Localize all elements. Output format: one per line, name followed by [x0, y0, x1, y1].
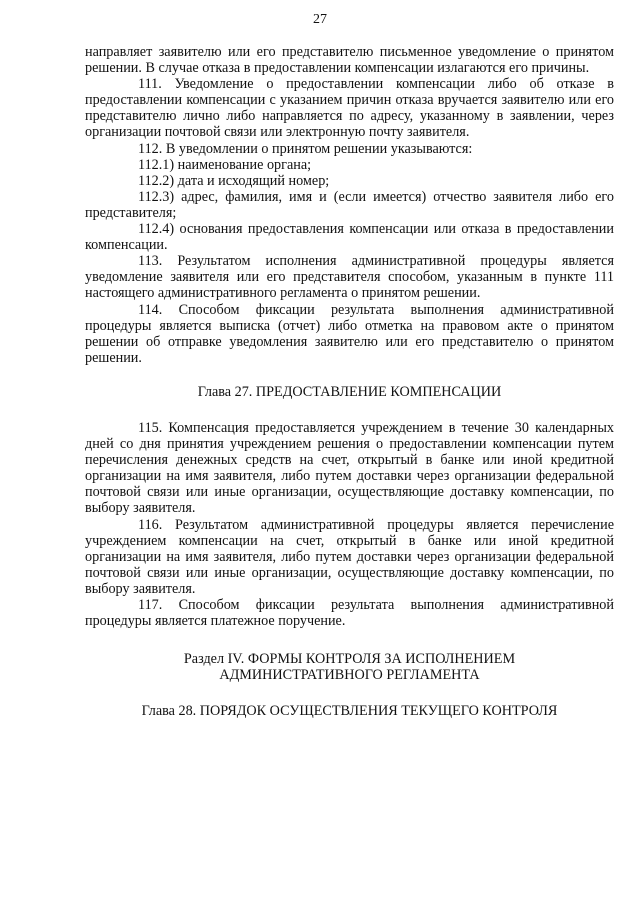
paragraph-116: 116. Результатом административной процедуры является перечисление учреждением компенсации на счет, открытый в банке или иной кредитной организации на имя заявителя, либо путем доставки через организации федеральной почтовой связи или иные организации, осуществляющие доставку компенсации, по выбору заявителя.: [85, 516, 614, 597]
paragraph-112-3: 112.3) адрес, фамилия, имя и (если имеется) отчество заявителя либо его представителя;: [85, 188, 614, 221]
document-body: [85, 44, 614, 719]
paragraph-112-2: 112.2) дата и исходящий номер;: [138, 172, 330, 189]
chapter-27-heading: Глава 27. ПРЕДОСТАВЛЕНИЕ КОМПЕНСАЦИИ: [197, 383, 502, 400]
paragraph-117: 117. Способом фиксации результата выполнения административной процедуры является платежное поручение.: [85, 597, 614, 630]
page-number: 27: [313, 12, 327, 27]
section-iv-line2: АДМИНИСТРАТИВНОГО РЕГЛАМЕНТА: [219, 667, 480, 684]
paragraph-111: 111. Уведомление о предоставлении компенсации либо об отказе в предоставлении компенсации с указанием причин отказа вручается заявителю или его представителю лично либо направляется по адресу, указанному в заявлении, через организации почтовой связи или электронную почту заявителя.: [85, 76, 614, 141]
paragraph-112-4: 112.4) основания предоставления компенсации или отказа в предоставлении компенсации.: [85, 221, 614, 254]
paragraph-113: 113. Результатом исполнения административной процедуры является уведомление заявителя или его представителя способом, указанным в пункте 111 настоящего административного регламента о принятом решении.: [85, 253, 614, 302]
continuation-paragraph: направляет заявителю или его представителю письменное уведомление о принятом решении. В случае отказа в предоставлении компенсации излагаются его причины.: [85, 44, 614, 77]
paragraph-112: 112. В уведомлении о принятом решении указываются:: [138, 140, 473, 157]
section-iv-line1: Раздел IV. ФОРМЫ КОНТРОЛЯ ЗА ИСПОЛНЕНИЕМ: [183, 651, 516, 668]
paragraph-115: 115. Компенсация предоставляется учреждением в течение 30 календарных дней со дня принятия учреждением решения о предоставлении компенсации путем перечисления денежных средств на счет, открытый в банке или иной кредитной организации на имя заявителя, либо путем доставки через организации федеральной почтовой связи или иные организации, осуществляющие доставку компенсации, по выбору заявителя.: [85, 419, 614, 517]
chapter-28-heading: Глава 28. ПОРЯДОК ОСУЩЕСТВЛЕНИЯ ТЕКУЩЕГО КОНТРОЛЯ: [141, 703, 558, 720]
paragraph-114: 114. Способом фиксации результата выполнения административной процедуры является выписка (отчет) либо отметка на правовом акте о принятом решении об отправке уведомления заявителю или его представителю о принятом решении.: [85, 301, 614, 366]
section-iv-heading: [85, 651, 614, 683]
paragraph-112-1: 112.1) наименование органа;: [138, 156, 312, 173]
